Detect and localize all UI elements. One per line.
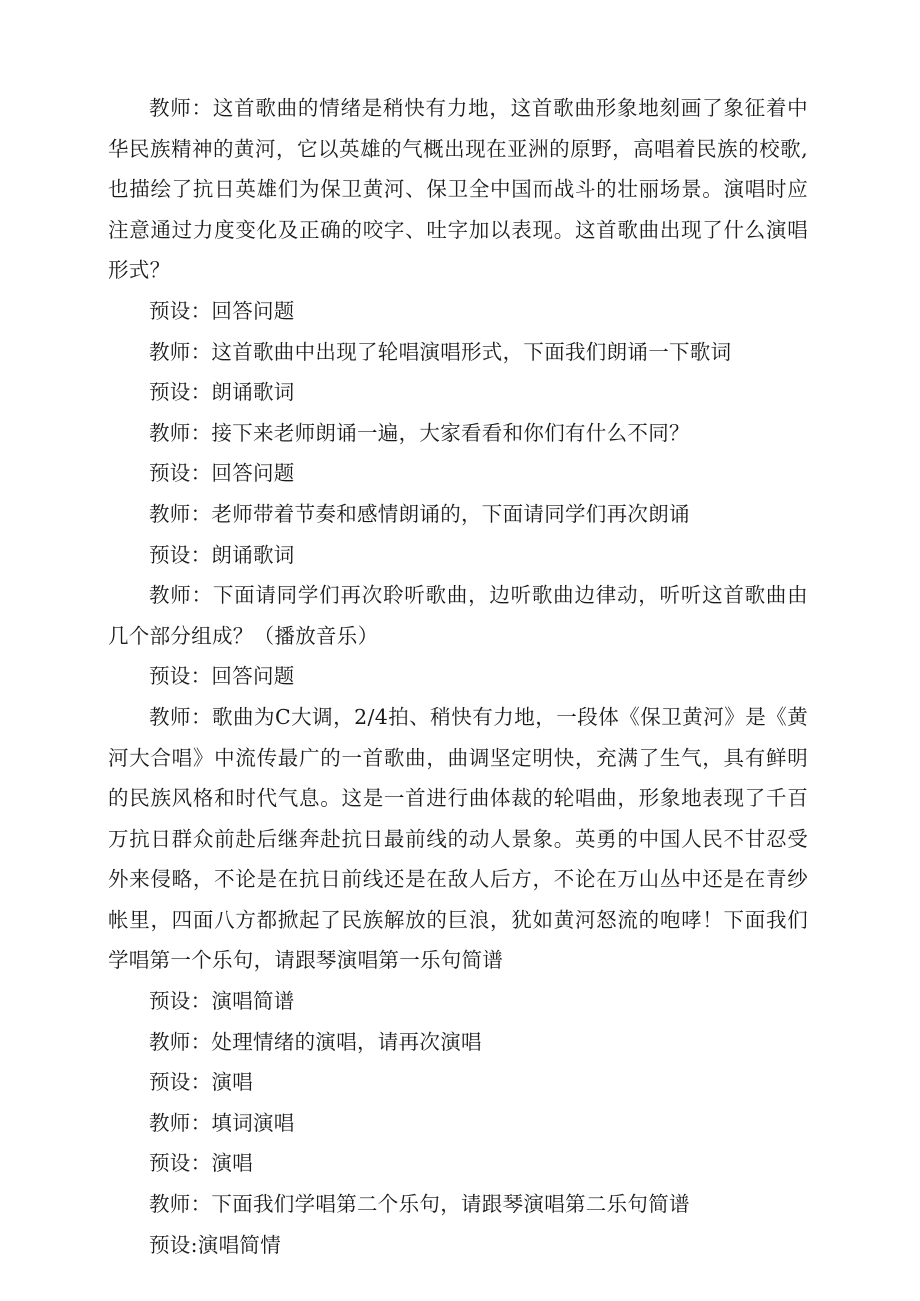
paragraph-preset-recite: 预设：朗诵歌词 xyxy=(149,542,295,567)
paragraph-teacher-emotion: 教师：处理情绪的演唱，请再次演唱 xyxy=(149,1029,482,1054)
paragraph-teacher-recite-demo: 教师：接下来老师朗诵一遍，大家看看和你们有什么不同？ xyxy=(149,420,690,445)
paragraph-preset-answer: 预设：回答问题 xyxy=(149,298,295,323)
paragraph-preset-sing: 预设：演唱 xyxy=(149,1151,253,1176)
paragraph-preset-sing: 预设：演唱 xyxy=(149,1070,253,1095)
paragraph-teacher-intro: 教师：这首歌曲的情绪是稍快有力地，这首歌曲形象地刻画了象征着中华民族精神的黄河，它以英雄的气概出现在亚洲的原野，高唱着民族的校歌,也描绘了抗日英雄们为保卫黄河、保卫全中国而战斗的壮丽场景。演唱时应注意通过力度变化及正确的咬字、吐字加以表现。这首歌曲出现了什么演唱形式？ xyxy=(108,96,808,283)
paragraph-preset-answer: 预设：回答问题 xyxy=(149,664,295,689)
paragraph-teacher-song-analysis: 教师：歌曲为C大调，2/4拍、稍快有力地，一段体《保卫黄河》是《黄河大合唱》中流传最广的一首歌曲，曲调坚定明快，充满了生气，具有鲜明的民族风格和时代气息。这是一首进行曲体裁的轮唱曲，形象地表现了千百万抗日群众前赴后继奔赴抗日最前线的动人景象。英勇的中国人民不甘忍受外来侵略，不论是在抗日前线还是在敌人后方，不论在万山丛中还是在青纱帐里，四面八方都掀起了民族解放的巨浪，犹如黄河怒流的咆哮！下面我们学唱第一个乐句，请跟琴演唱第一乐句简谱 xyxy=(108,704,808,973)
paragraph-teacher-lyrics: 教师：填词演唱 xyxy=(149,1110,295,1135)
document-body xyxy=(108,88,808,1265)
paragraph-teacher-second-phrase: 教师：下面我们学唱第二个乐句，请跟琴演唱第二乐句简谱 xyxy=(149,1192,690,1217)
paragraph-preset-final: 预设:演唱简情 xyxy=(149,1232,282,1257)
paragraph-preset-sing-notation: 预设：演唱简谱 xyxy=(149,989,295,1014)
paragraph-teacher-listen-again: 教师：下面请同学们再次聆听歌曲，边听歌曲边律动，听听这首歌曲由几个部分组成？（播放音乐） xyxy=(108,583,808,648)
paragraph-teacher-round-singing: 教师：这首歌曲中出现了轮唱演唱形式，下面我们朗诵一下歌词 xyxy=(149,339,732,364)
paragraph-preset-recite: 预设：朗诵歌词 xyxy=(149,380,295,405)
paragraph-preset-answer: 预设：回答问题 xyxy=(149,461,295,486)
paragraph-teacher-rhythm-recite: 教师：老师带着节奏和感情朗诵的，下面请同学们再次朗诵 xyxy=(149,501,690,526)
